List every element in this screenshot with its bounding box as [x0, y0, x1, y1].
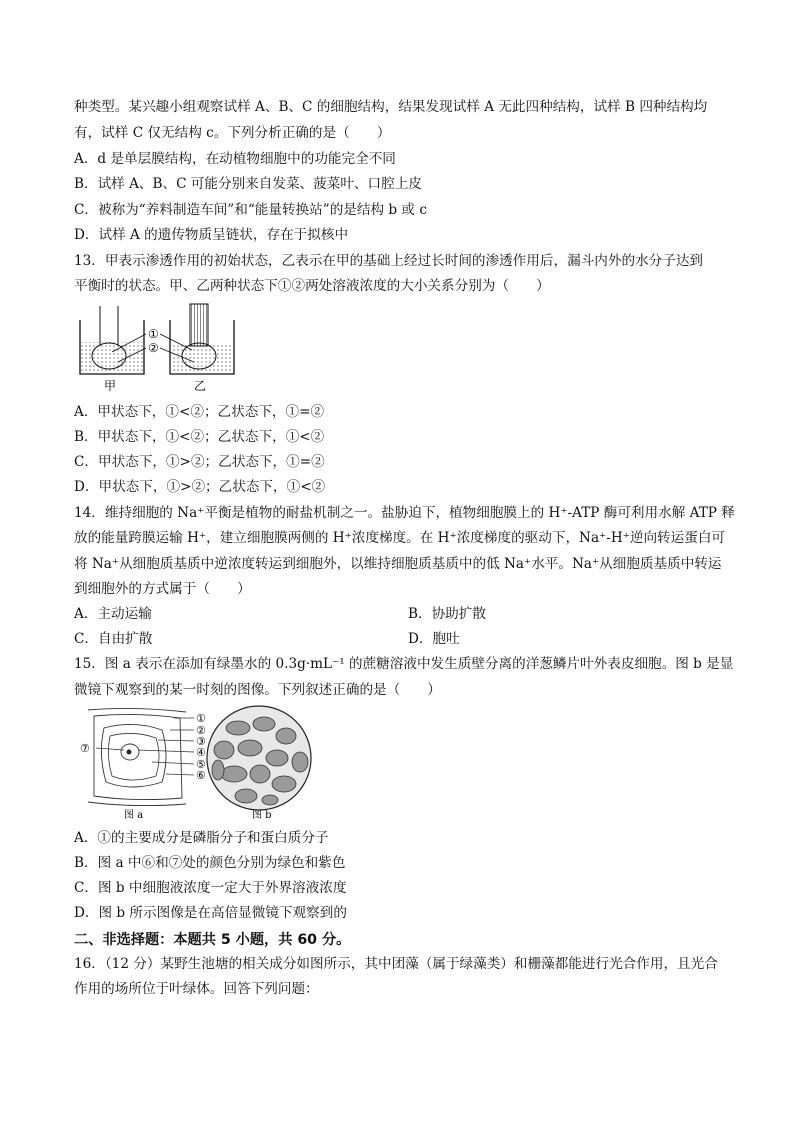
caption-b: 图 b — [252, 810, 272, 821]
beaker-yi — [170, 304, 234, 374]
q12-line2: 有，试样 C 仅无结构 c。下列分析正确的是（ ） — [74, 125, 391, 141]
q12-option-c: C．被称为“养料制造车间”和“能量转换站”的是结构 b 或 c — [74, 202, 427, 218]
q14-option-c: C．自由扩散 — [74, 631, 153, 647]
label-2: ② — [148, 341, 159, 355]
q16-line1: 16．（12 分）某野生池塘的相关成分如图所示，其中团藻（属于绿藻类）和栅藻都能进行光合作用，且光合 — [74, 956, 718, 972]
q15-option-a: A．①的主要成分是磷脂分子和蛋白质分子 — [74, 830, 329, 846]
q14-option-a: A．主动运输 — [74, 606, 152, 622]
q12-option-d: D．试样 A 的遗传物质呈链状，存在于拟核中 — [74, 227, 349, 243]
q14-line3: 将 Na⁺从细胞质基质中逆浓度转运到细胞外，以维持细胞质基质中的低 Na⁺水平。Na⁺从细胞质基质中转运 — [74, 556, 722, 572]
q14-option-d: D．胞吐 — [408, 631, 460, 647]
q13-option-a: A．甲状态下，①<②；乙状态下，①=② — [74, 404, 325, 420]
section-heading: 二、非选择题：本题共 5 小题，共 60 分。 — [74, 932, 351, 948]
q13-option-c: C．甲状态下，①>②；乙状态下，①=② — [74, 454, 325, 470]
q15-line1: 15．图 a 表示在添加有绿墨水的 0.3g·mL⁻¹ 的蔗糖溶液中发生质壁分离的洋葱鳞片叶外表皮细胞。图 b 是显 — [74, 656, 734, 672]
q14-option-b: B．协助扩散 — [408, 606, 486, 622]
q13-osmosis-figure — [76, 300, 246, 396]
q12-option-a: A．d 是单层膜结构，在动植物细胞中的功能完全不同 — [74, 151, 396, 167]
q13-line2: 平衡时的状态。甲、乙两种状态下①②两处溶液浓度的大小关系分别为（ ） — [74, 278, 550, 294]
label-yi: 乙 — [194, 379, 207, 393]
label-n1: ① — [196, 712, 206, 725]
q14-line4: 到细胞外的方式属于（ ） — [74, 581, 251, 597]
q15-option-d: D．图 b 所示图像是在高倍显微镜下观察到的 — [74, 905, 347, 921]
q13-option-d: D．甲状态下，①>②；乙状态下，①<② — [74, 479, 326, 495]
q16-line2: 作用的场所位于叶绿体。回答下列问题： — [74, 981, 319, 997]
q13-option-b: B．甲状态下，①<②；乙状态下，①<② — [74, 429, 325, 445]
label-1: ① — [148, 327, 159, 341]
q12-option-b: B．试样 A、B、C 可能分别来自发菜、菠菜叶、口腔上皮 — [74, 176, 422, 192]
q15-option-c: C．图 b 中细胞液浓度一定大于外界溶液浓度 — [74, 880, 347, 896]
label-n4: ④ — [196, 746, 206, 759]
q15-line2: 微镜下观察到的某一时刻的图像。下列叙述正确的是（ ） — [74, 682, 442, 698]
label-n7: ⑦ — [80, 742, 90, 755]
q14-line1: 14．维持细胞的 Na⁺平衡是植物的耐盐机制之一。盐胁迫下，植物细胞膜上的 H⁺-ATP 酶可利用水解 ATP 释 — [74, 505, 735, 521]
figure-b — [207, 706, 311, 821]
label-n6: ⑥ — [196, 769, 206, 782]
label-n2: ② — [196, 724, 206, 737]
label-n3: ③ — [196, 735, 206, 748]
label-jia: 甲 — [104, 379, 117, 393]
q13-line1: 13．甲表示渗透作用的初始状态，乙表示在甲的基础上经过长时间的渗透作用后，漏斗内外的水分子达到 — [74, 253, 704, 269]
label-n5: ⑤ — [196, 758, 206, 771]
q15-cell-figure — [74, 704, 314, 824]
caption-a: 图 a — [124, 810, 144, 821]
q14-line2: 放的能量跨膜运输 H⁺，建立细胞膜两侧的 H⁺浓度梯度。在 H⁺浓度梯度的驱动下，Na⁺-H⁺逆向转运蛋白可 — [74, 530, 726, 546]
q12-line1: 种类型。某兴趣小组观察试样 A、B、C 的细胞结构，结果发现试样 A 无此四种结构，试样 B 四种结构均 — [74, 99, 708, 115]
figure-a — [80, 708, 206, 821]
q15-option-b: B．图 a 中⑥和⑦处的颜色分别为绿色和紫色 — [74, 855, 346, 871]
